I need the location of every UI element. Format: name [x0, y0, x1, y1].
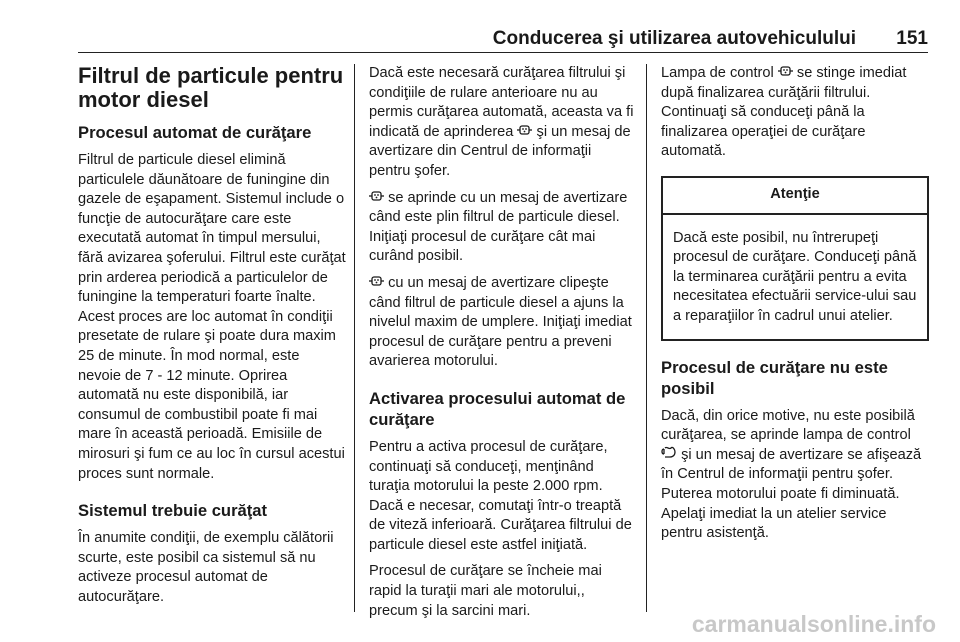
paragraph-lamp-on	[369, 189, 635, 267]
dpf-filter-icon	[369, 190, 384, 205]
warning-box	[661, 176, 929, 341]
paragraph-auto-cleaning: Filtrul de particule diesel elimină particulele dăunătoare de funingine din gazele de eşapament. Sistemul include o funcţie de autocurăţare care este executată automat în timpul mersului, fără avizarea şoferului. Filtrul este curăţat prin arderea periodică a particulelor de funingine la temperaturi foarte înalte. Acest proces are loc automat în condiţii presetate de rulare şi poate dura maxim 25 de minute. În mod normal, este nevoie de 7 - 12 minute. Oprirea automată nu este disponibilă, iar consumul de combustibil poate fi mai mare în această perioadă. Emisiile de mirosuri şi fum ce au loc în cursul acestui proces sunt normale.	[78, 152, 346, 482]
paragraph-cleaning-faster: Procesul de curăţare se încheie mai rapid la turaţii mari ale motorului,, precum şi la sarcini mari.	[369, 563, 602, 619]
paragraph-cleaning-indication	[369, 64, 635, 182]
paragraph-needs-cleaning: În anumite condiţii, de exemplu călătorii scurte, este posibil ca sistemul să nu activeze procesul automat de autocurăţare.	[78, 530, 334, 605]
text-part: şi un mesaj de avertizare se afişează în Centrul de informaţii pentru şofer. Puterea motorului poate fi diminuată. Apelaţi imediat la un atelier service pentru asistenţă.	[661, 446, 922, 542]
text-part: cu un mesaj de avertizare clipeşte când filtrul de particule diesel a ajuns la nivelul maxim de umplere. Iniţiaţi imediat procesul de curăţare pentru a preveni avarierea motorului.	[369, 274, 632, 370]
subheading-cleaning-not-possible: Procesul de curăţare nu este posibil	[661, 357, 888, 398]
text-part: Dacă, din orice motive, nu este posibilă curăţarea, se aprinde lampa de control	[661, 407, 915, 444]
warning-title: Atenţie	[663, 178, 927, 215]
subheading-needs-cleaning: Sistemul trebuie curăţat	[78, 501, 268, 521]
text-part: şi un mesaj de avertizare din Centrul de informaţii pentru şofer.	[369, 123, 631, 179]
header-rule	[78, 52, 928, 53]
text-part: se stinge imediat după finalizarea curăţării filtrului. Continuaţi să conduceţi până la finalizarea operaţiei de curăţare automată.	[661, 65, 907, 160]
text-part: se aprinde cu un mesaj de avertizare când este plin filtrul de particule diesel. Iniţiaţi procesul de curăţare cât mai curând posibil.	[369, 189, 628, 265]
dpf-filter-icon	[517, 124, 532, 139]
heading-line-2: motor diesel	[78, 87, 209, 112]
page-number: 151	[896, 28, 928, 49]
header-title: Conducerea şi utilizarea autovehiculului	[492, 28, 856, 49]
paragraph-lamp-flashing	[369, 274, 635, 372]
column-1	[78, 64, 346, 614]
heading-line-1: Filtrul de particule pentru	[78, 63, 344, 88]
subheading-activate-cleaning: Activarea procesului automat de curăţare	[369, 388, 626, 429]
column-2	[369, 64, 635, 628]
dpf-filter-icon	[369, 275, 384, 290]
paragraph-activate-cleaning: Pentru a activa procesul de curăţare, continuaţi să conduceţi, menţinând turaţia motorului la peste 2.000 rpm. Dacă e necesar, comutaţi într-o treaptă de viteză inferioară. Curăţarea filtrului de particule diesel este astfel iniţiată.	[369, 438, 632, 553]
watermark: carmanualsonline.info	[691, 611, 936, 637]
column-divider-2	[646, 64, 647, 612]
section-heading	[78, 64, 346, 112]
column-divider-1	[354, 64, 355, 612]
text-part: Lampa de control	[661, 65, 774, 81]
dpf-filter-icon	[778, 65, 793, 80]
preheat-coil-icon	[661, 446, 677, 462]
page-header	[78, 26, 928, 52]
column-3	[661, 64, 929, 551]
paragraph-lamp-off	[661, 64, 929, 162]
subheading-auto-cleaning: Procesul automat de curăţare	[78, 123, 312, 142]
warning-body: Dacă este posibil, nu întrerupeţi procesul de curăţare. Conduceţi până la terminarea curăţării pentru a evita necesitatea efectuării service-ului sau a reparaţiilor în cadrul unui atelier.	[673, 229, 917, 324]
text-part: Dacă este necesară curăţarea filtrului şi condiţiile de rulare anterioare nu au permis curăţarea automată, aceasta va fi indicată de aprinderea	[369, 65, 634, 140]
paragraph-cleaning-not-possible	[661, 407, 929, 544]
